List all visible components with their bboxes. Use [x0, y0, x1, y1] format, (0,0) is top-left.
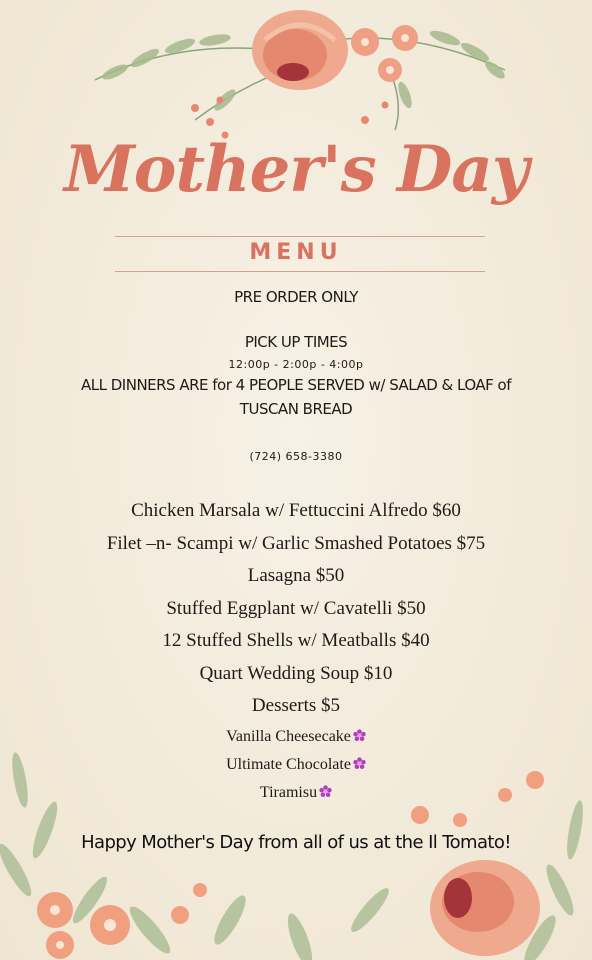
footer-message: Happy Mother's Day from all of us at the Il Tomato! — [81, 832, 511, 853]
menu-item: Desserts $5 — [251, 695, 341, 716]
dessert-label: Vanilla Cheesecake — [226, 727, 351, 745]
menu-item: 12 Stuffed Shells w/ Meatballs $40 — [162, 630, 430, 651]
title-divider — [115, 236, 485, 237]
menu-item: Stuffed Eggplant w/ Cavatelli $50 — [166, 597, 426, 619]
rose-icon — [430, 860, 540, 956]
menu-subtitle: MENU — [249, 240, 343, 265]
dinners-info: ALL DINNERS ARE for 4 PEOPLE SERVED w/ SALAD & LOAF of — [81, 376, 511, 394]
menu-title: Mother's Day — [63, 132, 529, 207]
menu-item: Filet –n- Scampi w/ Garlic Smashed Potatoes $75 — [106, 532, 486, 554]
bread-info: TUSCAN BREAD — [239, 400, 353, 418]
dessert-label: Tiramisu — [259, 783, 318, 801]
phone-number: (724) 658-3380 — [249, 450, 343, 463]
dessert-label: Ultimate Chocolate — [226, 755, 351, 773]
top-floral-decoration — [85, 0, 515, 150]
preorder-notice: PRE ORDER ONLY — [234, 288, 358, 306]
rose-icon — [252, 10, 348, 90]
menu-item: Lasagna $50 — [247, 565, 345, 586]
menu-item: Quart Wedding Soup $10 — [199, 662, 393, 684]
menu-item: Chicken Marsala w/ Fettuccini Alfredo $60 — [131, 500, 461, 521]
pickup-label: PICK UP TIMES — [244, 333, 348, 351]
subtitle-divider — [115, 271, 485, 272]
pickup-times: 12:00p - 2:00p - 4:00p — [228, 358, 364, 371]
